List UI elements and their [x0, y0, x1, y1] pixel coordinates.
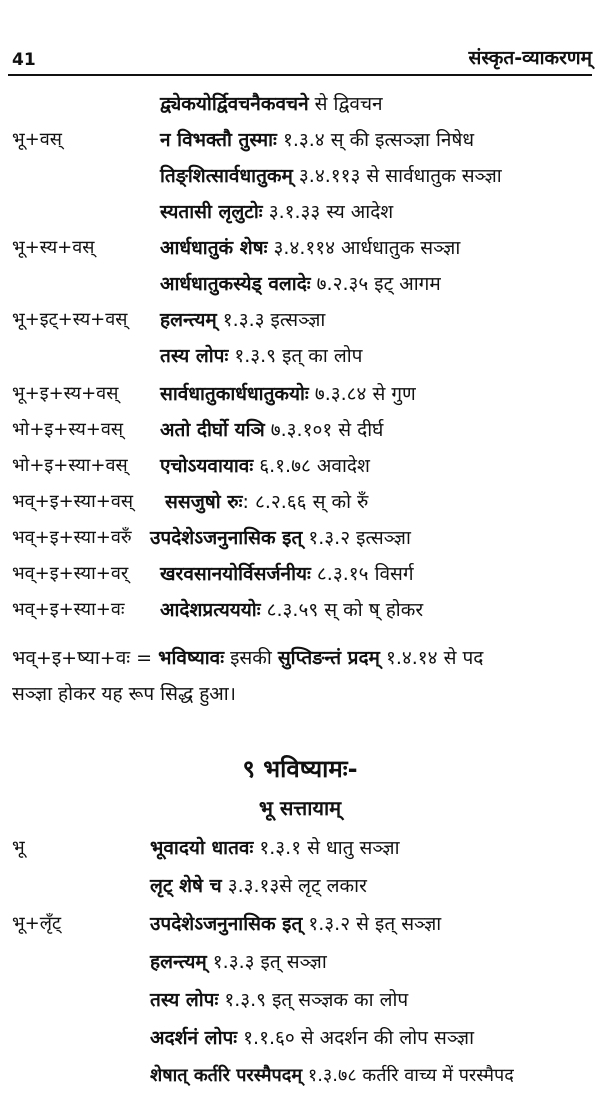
sutra-text: अतो दीर्घो यञि: [160, 419, 265, 441]
derivation-row: [0, 412, 600, 448]
sutra-text: हलन्त्यम्: [160, 309, 217, 331]
derivation-row: [0, 230, 600, 266]
sutra-explanation: ३.१.३३ स्य आदेश: [262, 201, 394, 223]
sutra-explanation: ७.३.१०१ से दीर्घ: [264, 419, 384, 441]
derivation-row: [0, 86, 600, 122]
sutra-text: ससजुषो रुः: [165, 491, 243, 513]
final-form: भव्+इ+ष्या+वः =: [12, 647, 159, 669]
sutra-explanation: १.३.७८ कर्तरि वाच्य में परस्मैपद: [302, 1065, 514, 1086]
derivation-form: भू+इट्+स्य+वस्: [12, 309, 128, 330]
derivation-row: [0, 520, 600, 556]
derivation-form: भव्+इ+स्या+वस्: [12, 491, 134, 512]
sutra-explanation: से द्विवचन: [308, 93, 383, 115]
derivation-form: भू+वस्: [12, 129, 62, 150]
conclusion-text: इसकी: [224, 647, 278, 669]
derivation-row: [0, 376, 600, 412]
sutra-explanation: १.३.२ से इत् सञ्ज्ञा: [302, 913, 442, 935]
derivation-row: [0, 158, 600, 194]
sutra-text: लृट् शेषे च: [150, 875, 222, 897]
sutra-explanation: १.३.३ इत् सञ्ज्ञा: [206, 951, 327, 973]
derivation-row: [0, 302, 600, 338]
sutra-explanation: १.३.३ इत्सञ्ज्ञा: [216, 309, 326, 331]
page-header: [8, 40, 592, 76]
derivation-form: भू+स्य+वस्: [12, 237, 95, 258]
sutra-explanation: १.१.६० से अदर्शन की लोप सञ्ज्ञा: [237, 1027, 474, 1049]
sutra-text: आर्धधातुकं शेषः: [160, 237, 268, 259]
derivation-row: [0, 1020, 600, 1056]
derivation-form: भव्+इ+स्या+वरुँ: [12, 527, 132, 548]
derivation-row: [0, 868, 600, 904]
sutra-explanation: १.४.१४ से पद: [379, 647, 484, 669]
sutra-text: अदर्शनं लोपः: [150, 1027, 238, 1049]
sutra-text: सुप्तिङन्तं प्रदम्: [277, 647, 380, 669]
sutra-text: तस्य लोपः: [150, 989, 219, 1011]
derivation-row: [0, 944, 600, 980]
derivation-row: [0, 1058, 600, 1094]
sutra-text: सार्वधातुकार्धधातुकयोः: [160, 383, 309, 405]
derivation-form: भू: [12, 837, 25, 858]
running-title: संस्कृत-व्याकरणम्: [468, 47, 592, 69]
conclusion-line: [12, 640, 590, 676]
sutra-explanation: १.३.४ स् की इत्सञ्ज्ञा निषेध: [276, 129, 475, 151]
derivation-form: भव्+इ+स्या+वर्: [12, 563, 129, 584]
sutra-text: खरवसानयोर्विसर्जनीयः: [160, 563, 311, 585]
final-word: भविष्यावः: [158, 647, 225, 669]
derivation-form: भो+इ+स्य+वस्: [12, 419, 124, 440]
derivation-row: [0, 448, 600, 484]
page-number: 41: [12, 50, 36, 70]
sutra-explanation: ७.३.८४ से गुण: [308, 383, 416, 405]
sutra-explanation: ६.१.७८ अवादेश: [253, 455, 370, 477]
sutra-text: हलन्त्यम्: [150, 951, 207, 973]
sutra-text: उपदेशेऽजनुनासिक इत्: [150, 527, 303, 549]
sutra-text: आर्धधातुकस्येड् वलादेः: [160, 273, 311, 295]
derivation-form: भो+इ+स्या+वस्: [12, 455, 128, 476]
sutra-explanation: १.३.१ से धातु सञ्ज्ञा: [253, 837, 400, 859]
sutra-text: तस्य लोपः: [160, 345, 229, 367]
sutra-explanation: ३.४.११४ आर्धधातुक सञ्ज्ञा: [267, 237, 461, 259]
derivation-row: [0, 556, 600, 592]
derivation-form: भव्+इ+स्या+वः: [12, 599, 125, 620]
derivation-row: [0, 592, 600, 628]
sutra-explanation: ७.२.३५ इट् आगम: [310, 273, 441, 295]
derivation-row: [0, 484, 600, 520]
sutra-text: उपदेशेऽजनुनासिक इत्: [150, 913, 303, 935]
section-heading: ९ भविष्यामः-: [242, 755, 358, 783]
sutra-text: शेषात् कर्तरि परस्मैपदम्: [150, 1065, 303, 1086]
conclusion-line: सञ्ज्ञा होकर यह रूप सिद्ध हुआ।: [12, 683, 236, 705]
derivation-row: [0, 122, 600, 158]
derivation-form: भू+इ+स्य+वस्: [12, 383, 119, 404]
sutra-text: न विभक्तौ तुस्माः: [160, 129, 277, 151]
derivation-row: [0, 906, 600, 942]
sutra-explanation: ३.३.१३से लृट् लकार: [221, 875, 367, 897]
sutra-explanation: : ८.२.६६ स् को रुँ: [242, 491, 369, 513]
sutra-text: द्व्येकयोर्द्विवचनैकवचने: [160, 93, 309, 115]
derivation-form: भू+लृँट्: [12, 913, 62, 934]
sutra-explanation: ८.३.१५ विसर्ग: [310, 563, 414, 585]
sutra-explanation: ८.३.५९ स् को ष् होकर: [260, 599, 424, 621]
sutra-text: एचोऽयवायावः: [160, 455, 254, 477]
derivation-row: [0, 338, 600, 374]
sutra-explanation: १.३.९ इत् सञ्ज्ञक का लोप: [218, 989, 409, 1011]
sutra-text: स्यतासी लृलुटोः: [160, 201, 263, 223]
sutra-explanation: १.३.९ इत् का लोप: [228, 345, 363, 367]
derivation-row: [0, 830, 600, 866]
derivation-row: [0, 194, 600, 230]
derivation-row: [0, 982, 600, 1018]
derivation-row: [0, 266, 600, 302]
sutra-explanation: ३.४.११३ से सार्वधातुक सञ्ज्ञा: [292, 165, 502, 187]
sutra-text: भूवादयो धातवः: [150, 837, 254, 859]
section-subheading: भू सत्तायाम्: [258, 796, 342, 820]
sutra-text: आदेशप्रत्यययोः: [160, 599, 261, 621]
sutra-text: तिङ्शित्सार्वधातुकम्: [160, 165, 293, 187]
sutra-explanation: १.३.२ इत्सञ्ज्ञा: [302, 527, 411, 549]
